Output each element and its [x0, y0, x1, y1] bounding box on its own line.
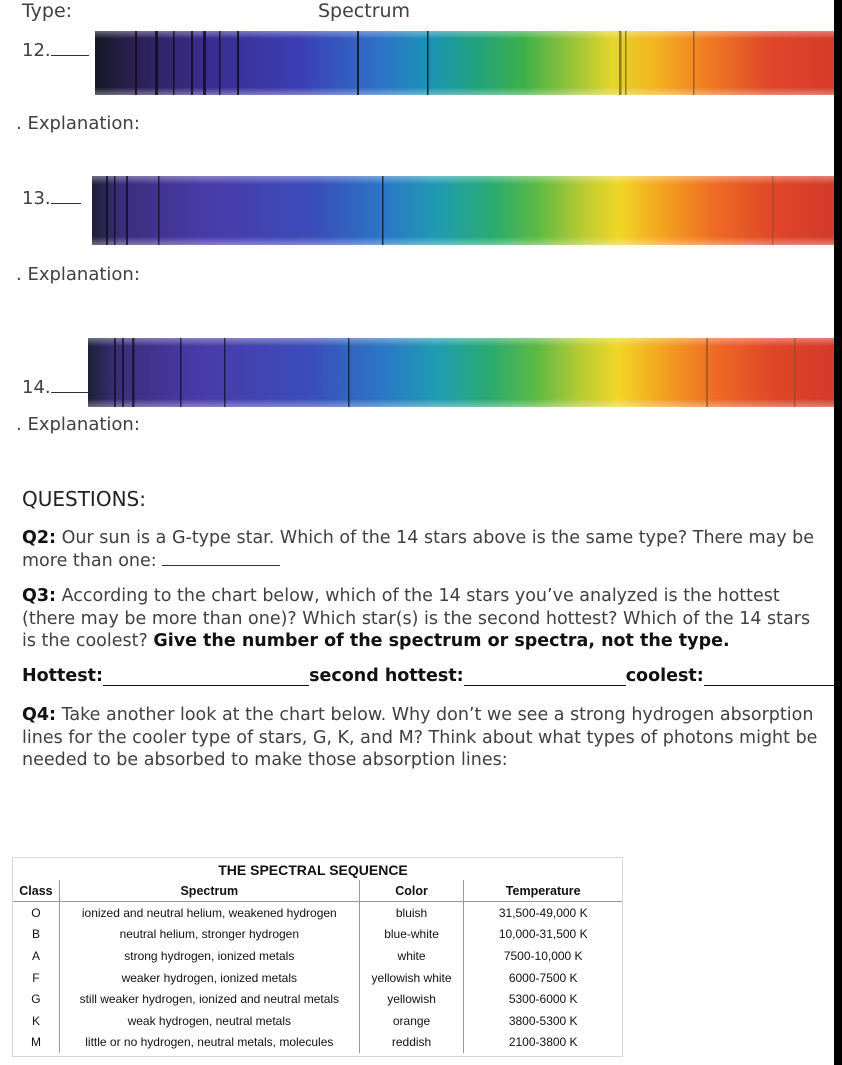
cell-class: G [13, 988, 59, 1010]
explanation-label-12: . Explanation: [16, 113, 140, 134]
spectrum-14-number: 14. [22, 377, 89, 398]
coolest-answer-line[interactable] [704, 667, 834, 686]
cell-spectrum: still weaker hydrogen, ionized and neutral metals [59, 988, 359, 1010]
column-header-temperature: Temperature [464, 880, 622, 902]
spectral-sequence-table [12, 857, 623, 1057]
question-q2: Q2: Our sun is a G-type star. Which of the 14 stars above is the same type? There may be more than one: [22, 528, 815, 571]
cell-class: F [13, 967, 59, 989]
type-column-header: Type: [22, 0, 73, 22]
cell-spectrum: strong hydrogen, ionized metals [59, 945, 359, 967]
spectrum-12-number: 12. [22, 40, 89, 61]
questions-heading: QUESTIONS: [22, 487, 146, 511]
second-hottest-answer-line[interactable] [464, 667, 626, 686]
cell-temperature: 10,000-31,500 K [498, 927, 588, 942]
cell-color: orange [359, 1010, 464, 1032]
table-row [13, 967, 622, 989]
table-row [13, 945, 622, 967]
cell-temperature: 7500-10,000 K [503, 948, 583, 963]
table-header-row [13, 880, 622, 902]
cell-class: K [13, 1010, 59, 1032]
cell-spectrum: weaker hydrogen, ionized metals [59, 967, 359, 989]
spectrum-column-header: Spectrum [318, 0, 411, 22]
table-row [13, 1032, 622, 1054]
cell-color: yellowish [359, 988, 464, 1010]
explanation-label-14: . Explanation: [16, 414, 140, 435]
cell-color: yellowish white [359, 967, 464, 989]
cell-spectrum: ionized and neutral helium, weakened hydrogen [59, 902, 359, 924]
type-answer-blank-14[interactable] [51, 378, 89, 393]
cell-class: A [13, 945, 59, 967]
column-header-class: Class [13, 880, 59, 902]
cell-spectrum: little or no hydrogen, neutral metals, molecules [59, 1032, 359, 1054]
cell-temperature: 2100-3800 K [508, 1035, 578, 1050]
column-header-color: Color [359, 880, 464, 902]
type-answer-blank-12[interactable] [51, 41, 89, 56]
spectrum-13-number: 13. [22, 188, 81, 209]
cell-spectrum: neutral helium, stronger hydrogen [59, 924, 359, 946]
cell-temperature: 6000-7500 K [508, 970, 578, 985]
spectrum-12-image [95, 31, 834, 95]
cell-class: B [13, 924, 59, 946]
type-answer-blank-13[interactable] [51, 189, 81, 204]
spectrum-13-image [92, 176, 834, 245]
cell-temperature: 5300-6000 K [508, 992, 578, 1007]
spectrum-14-image [88, 338, 834, 407]
cell-temperature: 3800-5300 K [508, 1013, 578, 1028]
cell-color: bluish [359, 902, 464, 924]
hottest-answer-line[interactable] [103, 667, 309, 686]
question-q3: Q3: According to the chart below, which of the 14 stars you’ve analyzed is the hottest (there may be more than one)? Which star(s) is the second hottest? Which of the 14 stars is the coolest? Give the number of the spectrum or spectra, not the type. [22, 586, 811, 651]
column-header-spectrum: Spectrum [59, 880, 359, 902]
table-row [13, 1010, 622, 1032]
q2-answer-blank[interactable] [162, 553, 280, 566]
table-row [13, 924, 622, 946]
cell-class: O [13, 902, 59, 924]
cell-class: M [13, 1032, 59, 1054]
answer-fill-row: Hottest: second hottest: coolest: [22, 666, 834, 686]
table-row [13, 988, 622, 1010]
table-row [13, 902, 622, 924]
explanation-label-13: . Explanation: [16, 264, 140, 285]
question-q4: Q4: Take another look at the chart below. Why don’t we see a strong hydrogen absorption lines for the cooler type of stars, G, K, and M? Think about what types of photons might be needed to be absorbed to make those absorption lines: [22, 705, 818, 770]
table-title: THE SPECTRAL SEQUENCE [218, 862, 408, 878]
cell-spectrum: weak hydrogen, neutral metals [59, 1010, 359, 1032]
cell-color: blue-white [359, 924, 464, 946]
cell-temperature: 31,500-49,000 K [498, 905, 588, 920]
cell-color: white [359, 945, 464, 967]
cell-color: reddish [359, 1032, 464, 1054]
